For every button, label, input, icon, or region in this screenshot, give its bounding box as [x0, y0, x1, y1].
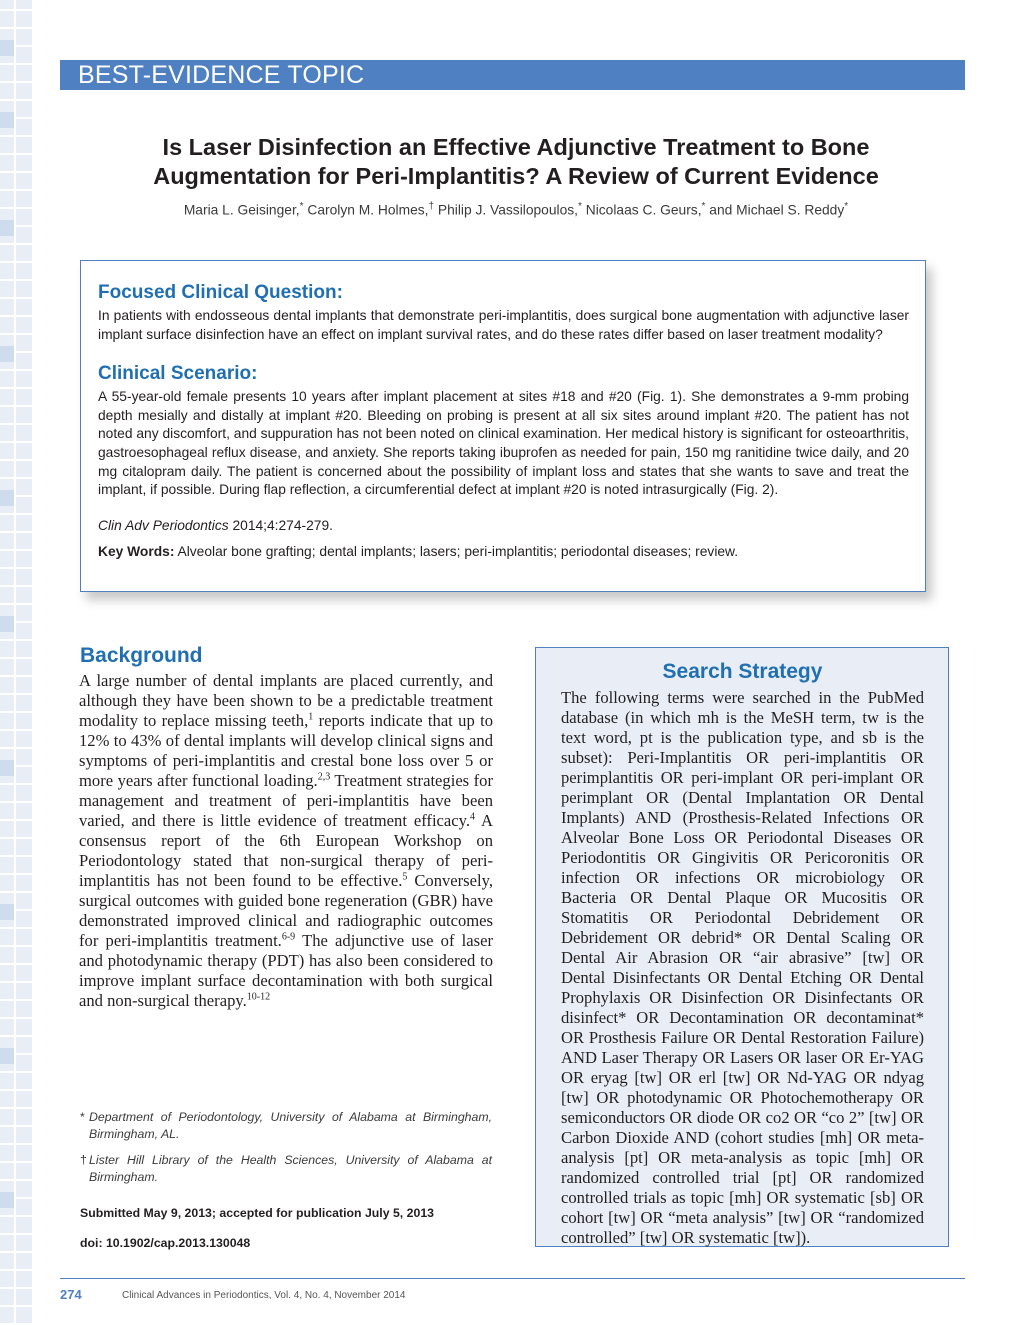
article-title — [80, 133, 952, 191]
affiliation-mark: † — [428, 201, 435, 212]
doi: doi: 10.1902/cap.2013.130048 — [80, 1236, 251, 1250]
focused-question-heading: Focused Clinical Question: — [98, 282, 343, 303]
page-number: 274 — [60, 1287, 82, 1302]
text-run: Conversely, surgical outcomes with guided bone regeneration (GBR) have demonstrated improved clinical and radiographic outcomes for peri-implantitis treatment. — [79, 871, 493, 950]
section-banner: BEST-EVIDENCE TOPIC — [60, 60, 965, 90]
decorative-side-strip — [0, 0, 32, 1325]
text-run: A consensus report of the 6th European Workshop on Periodontology stated that non-surgical therapy of peri-implantitis has not been found to be effective. — [79, 811, 493, 890]
reference-mark: 5 — [402, 871, 408, 883]
text-run: A large number of dental implants are placed currently, and although they have been shown to be a predictable treatment modality to replace missing teeth, — [79, 671, 493, 730]
journal-footer: Clinical Advances in Periodontics, Vol. 4, No. 4, November 2014 — [122, 1290, 406, 1301]
citation-journal: Clin Adv Periodontics — [98, 517, 229, 533]
key-words-label: Key Words: — [98, 544, 175, 560]
affiliation-mark: * — [299, 201, 304, 212]
author-name: Philip J. Vassilopoulos, — [437, 202, 578, 218]
citation — [98, 517, 909, 536]
text-run: The adjunctive use of laser and photodynamic therapy (PDT) has also been considered to improve implant surface decontamination with both surgical and non-surgical therapy. — [79, 931, 493, 1010]
title-line: Augmentation for Peri-Implantitis? A Review of Current Evidence — [153, 163, 879, 189]
clinical-question-box — [80, 260, 926, 592]
author-name: Nicolaas C. Geurs, — [585, 202, 702, 218]
background-text — [79, 671, 493, 1011]
footnote-affiliation — [80, 1109, 492, 1143]
author-list — [80, 201, 952, 218]
title-line: Is Laser Disinfection an Effective Adjunctive Treatment to Bone — [162, 134, 870, 160]
focused-question-text: In patients with endosseous dental implants that demonstrate peri-implantitis, does surgical bone augmentation with adjunctive laser implant surface disinfection have an effect on implant survival rates, and do these rates differ based on laser treatment modality? — [98, 308, 909, 342]
search-strategy-heading: Search Strategy — [662, 660, 823, 683]
reference-mark: 6-9 — [281, 931, 296, 943]
footer-rule — [60, 1278, 965, 1279]
author-name: and Michael S. Reddy — [709, 202, 845, 218]
key-words — [98, 543, 909, 562]
text-run: reports indicate that up to 12% to 43% of dental implants will develop clinical signs and symptoms of peri-implantitis and crestal bone loss over 5 or more years after functional loading. — [79, 711, 493, 790]
search-strategy-box — [535, 647, 949, 1247]
text-run: Treatment strategies for management and treatment of peri-implantitis have been varied, and there is little evidence of treatment efficacy. — [79, 771, 493, 830]
footnote-affiliation — [80, 1152, 492, 1186]
author-name: Maria L. Geisinger, — [183, 202, 300, 218]
citation-details: 2014;4:274-279. — [232, 517, 333, 533]
affiliation-mark: * — [844, 201, 849, 212]
reference-mark: 1 — [308, 711, 314, 723]
footnote-text: Department of Periodontology, University of Alabama at Birmingham, Birmingham, AL. — [89, 1110, 492, 1141]
reference-mark: 10-12 — [246, 991, 271, 1003]
background-heading: Background — [80, 644, 203, 667]
footnote-mark: † — [80, 1153, 87, 1167]
affiliation-mark: * — [701, 201, 706, 212]
affiliation-mark: * — [578, 201, 582, 212]
key-words-text: Alveolar bone grafting; dental implants; lasers; peri-implantitis; periodontal diseases; review. — [177, 544, 739, 560]
author-name: Carolyn M. Holmes, — [307, 202, 429, 218]
reference-mark: 2,3 — [317, 771, 331, 783]
search-strategy-text: The following terms were searched in the PubMed database (in which mh is the MeSH term, tw is the text word, pt is the publication type, and sb is the subset): Peri-Implantitis OR peri-implantitis OR perimplantitis OR peri-implant OR peri-implant OR perimplant OR (Dental Implantation OR Dental Implants) AND (Prosthesis-Related Infections OR Alveolar Bone Loss OR Periodontal Diseases OR Periodontitis OR Gingivitis OR Pericoronitis OR infection OR infections OR microbiology OR Bacteria OR Dental Plaque OR Mucositis OR Stomatitis OR Periodontal Debridement OR Debridement OR debrid* OR Dental Scaling OR Dental Air Abrasion OR “air abrasive” [tw] OR Dental Disinfectants OR Dental Etching OR Dental Prophylaxis OR Disinfection OR Disinfectants OR disinfect* OR Decontamination OR decontaminat* OR Prosthesis Failure OR Dental Restoration Failure) AND Laser Therapy OR Lasers OR laser OR Er-YAG OR eryag [tw] OR erl [tw] OR Nd-YAG OR ndyag [tw] OR photodynamic OR Photochemotherapy OR semiconductors OR diode OR co2 OR “co 2” [tw] OR Carbon Dioxide AND (cohort studies [mh] OR meta-analysis [pt] OR meta-analysis as topic [mh] OR randomized controlled trial [pt] OR randomized controlled trials as topic [mh] OR systematic [sb] OR cohort [tw] OR “meta analysis” [tw] OR “randomized controlled” [tw] OR systematic [tw]). — [561, 688, 924, 1247]
clinical-scenario-heading: Clinical Scenario: — [98, 363, 258, 385]
footnote-text: Lister Hill Library of the Health Sciences, University of Alabama at Birmingham. — [89, 1153, 492, 1184]
footnote-mark: * — [80, 1110, 85, 1124]
clinical-scenario-text: A 55-year-old female presents 10 years after implant placement at sites #18 and #20 (Fig. 1). She demonstrates a 9-mm probing depth mesially and distally at implant #20. Bleeding on probing is present at all six sites around implant #20. The patient has not noted any discomfort, and suppuration has not been noted on clinical examination. Her medical history is significant for osteoarthritis, gastroesophageal reflux disease, and anxiety. She reports taking ibuprofen as needed for pain, 150 mg ranitidine twice daily, and 20 mg citalopram daily. The patient is concerned about the possibility of implant loss and states that she wants to save and treat the implant, if possible. During flap reflection, a circumferential defect at implant #20 is noted intrasurgically (Fig. 2). — [98, 389, 909, 498]
reference-mark: 4 — [470, 811, 476, 823]
submission-dates: Submitted May 9, 2013; accepted for publication July 5, 2013 — [80, 1206, 434, 1220]
